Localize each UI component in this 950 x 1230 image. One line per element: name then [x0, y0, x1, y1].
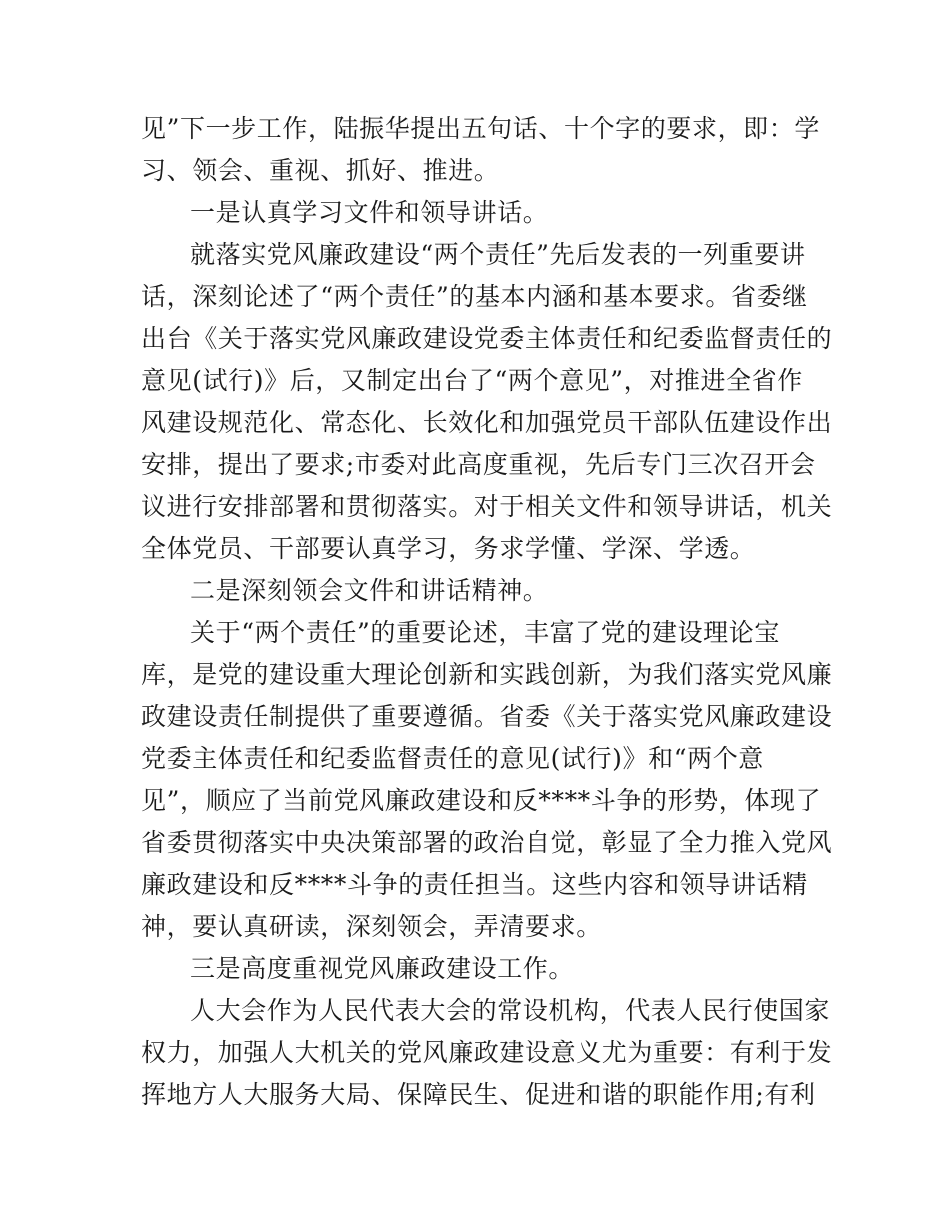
document-body — [141, 108, 833, 1116]
text-line: 风建设规范化、常态化、长效化和加强党员干部队伍建设作出 — [141, 408, 833, 437]
text-line: 二是深刻领会文件和讲话精神。 — [190, 576, 549, 605]
text-line: 政建设责任制提供了重要遵循。省委《关于落实党风廉政建设 — [141, 702, 833, 731]
text-line: 意见(试行)》后，又制定出台了“两个意见”，对推进全省作 — [141, 366, 803, 395]
text-line: 全体党员、干部要认真学习，务求学懂、学深、学透。 — [141, 534, 756, 563]
text-line: 库，是党的建设重大理论创新和实践创新，为我们落实党风廉 — [141, 660, 833, 689]
text-line: 人大会作为人民代表大会的常设机构，代表人民行使国家 — [190, 996, 831, 1025]
text-line: 习、领会、重视、抓好、推进。 — [141, 156, 500, 185]
text-line: 一是认真学习文件和领导讲话。 — [190, 198, 549, 227]
text-line: 神，要认真研读，深刻领会，弄清要求。 — [141, 912, 602, 941]
text-line: 省委贯彻落实中央决策部署的政治自觉，彰显了全力推入党风 — [141, 828, 833, 857]
text-line: 见”，顺应了当前党风廉政建设和反****斗争的形势，体现了 — [141, 786, 822, 815]
text-line: 党委主体责任和纪委监督责任的意见(试行)》和“两个意 — [141, 744, 764, 773]
text-line: 三是高度重视党风廉政建设工作。 — [190, 954, 575, 983]
text-line: 安排，提出了要求;市委对此高度重视，先后专门三次召开会 — [141, 450, 816, 479]
text-line: 挥地方人大服务大局、保障民生、促进和谐的职能作用;有利 — [141, 1080, 816, 1109]
text-line: 议进行安排部署和贯彻落实。对于相关文件和领导讲话，机关 — [141, 492, 833, 521]
text-line: 廉政建设和反****斗争的责任担当。这些内容和领导讲话精 — [141, 870, 808, 899]
text-line: 权力，加强人大机关的党风廉政建设意义尤为重要：有利于发 — [141, 1038, 833, 1067]
text-line: 关于“两个责任”的重要论述，丰富了党的建设理论宝 — [190, 618, 780, 647]
text-line: 就落实党风廉政建设“两个责任”先后发表的一列重要讲 — [190, 240, 806, 269]
text-line: 见”下一步工作，陆振华提出五句话、十个字的要求，即：学 — [141, 114, 820, 143]
text-line: 出台《关于落实党风廉政建设党委主体责任和纪委监督责任的 — [141, 324, 833, 353]
text-line: 话，深刻论述了“两个责任”的基本内涵和基本要求。省委继 — [141, 282, 808, 311]
